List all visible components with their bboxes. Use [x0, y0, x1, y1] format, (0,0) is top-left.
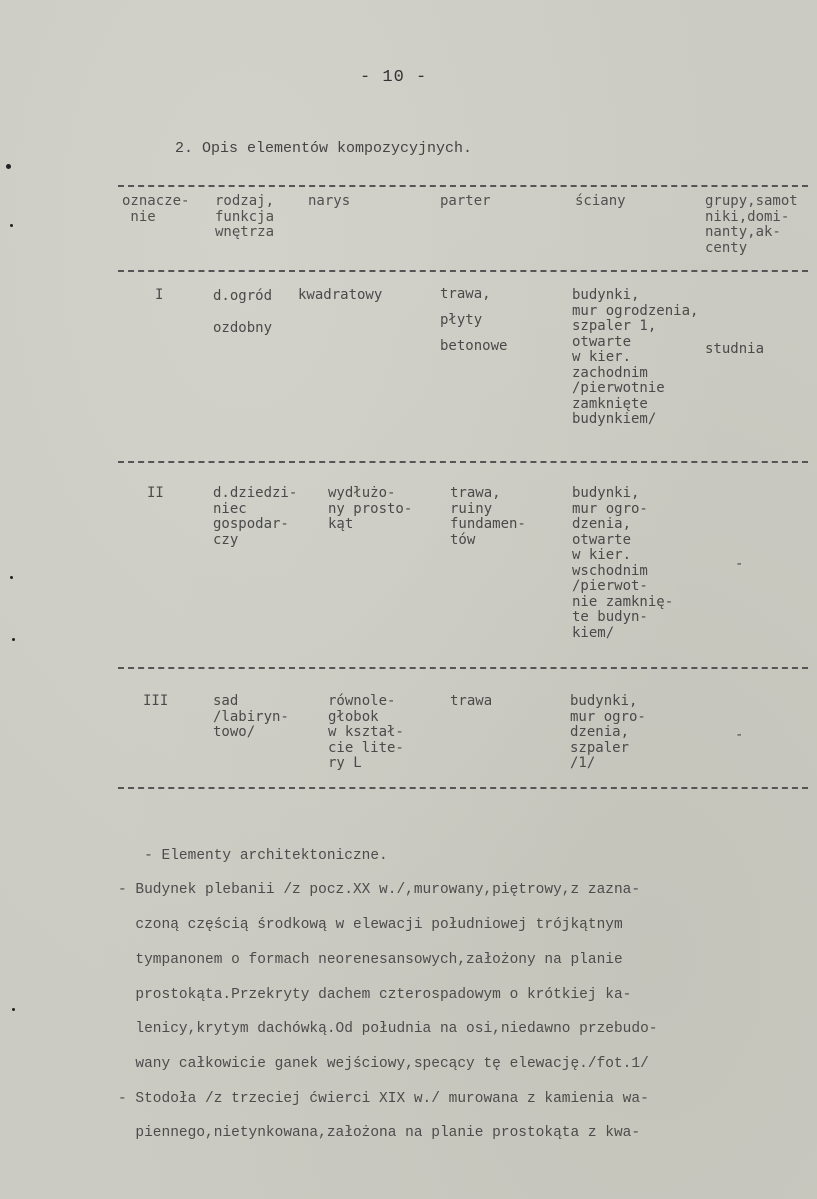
cell-oznaczenie: III: [143, 693, 169, 709]
margin-mark: [12, 638, 15, 641]
table-rule-top: [118, 185, 808, 187]
text-line: tympanonem o formach neorenesansowych,założony na planie: [118, 952, 623, 968]
cell-oznaczenie: II: [147, 485, 164, 501]
section-heading: 2. Opis elementów kompozycyjnych.: [175, 140, 473, 157]
table-rule-row1: [118, 461, 808, 463]
cell-grupy: studnia: [705, 341, 765, 357]
cell-grupy: -: [735, 556, 744, 572]
cell-narys: równole- głobok w kształ- cie lite- ry L: [328, 693, 404, 771]
header-rodzaj: rodzaj, funkcja wnętrza: [215, 193, 275, 240]
cell-parter: trawa, płyty betonowe: [440, 286, 508, 354]
text-line: - Stodoła /z trzeciej ćwierci XIX w./ murowana z kamienia wa-: [118, 1091, 649, 1107]
text-line: piennego,nietynkowana,założona na planie prostokąta z kwa-: [118, 1125, 641, 1141]
text-line: czoną częścią środkową w elewacji południowej trójkątnym: [118, 917, 623, 933]
text-line: - Elementy architektoniczne.: [118, 848, 388, 864]
table-rule-bottom: [118, 787, 808, 789]
table-rule-header: [118, 270, 808, 272]
header-oznaczenie: oznacze- nie: [122, 193, 190, 225]
header-parter: parter: [440, 193, 491, 209]
margin-mark: [10, 576, 13, 579]
table-rule-row2: [118, 667, 808, 669]
text-line: prostokąta.Przekryty dachem czterospadowym o krótkiej ka-: [118, 987, 632, 1003]
margin-mark: [10, 224, 13, 227]
cell-sciany: budynki, mur ogrodzenia, szpaler 1, otwarte w kier. zachodnim /pierwotnie zamknięte budynkiem/: [572, 287, 699, 427]
cell-parter: trawa: [450, 693, 493, 709]
cell-narys: wydłużo- ny prosto- kąt: [328, 485, 413, 532]
page-number: - 10 -: [360, 68, 428, 87]
cell-rodzaj: sad /labiryn- towo/: [213, 693, 289, 740]
cell-rodzaj: d.ogród ozdobny: [213, 288, 273, 336]
margin-mark: [12, 1008, 15, 1011]
cell-oznaczenie: I: [155, 287, 164, 303]
cell-grupy: -: [735, 727, 744, 743]
margin-mark: [6, 164, 11, 169]
cell-sciany: budynki, mur ogro- dzenia, otwarte w kier. wschodnim /pierwot- nie zamknię- te budyn- kiem/: [572, 485, 674, 641]
text-line: wany całkowicie ganek wejściowy,specący tę elewację./fot.1/: [118, 1056, 649, 1072]
cell-rodzaj: d.dziedzi- niec gospodar- czy: [213, 485, 298, 548]
cell-parter: trawa, ruiny fundamen- tów: [450, 485, 526, 548]
header-grupy: grupy,samot niki,domi- nanty,ak- centy: [705, 193, 798, 256]
text-line: - Budynek plebanii /z pocz.XX w./,murowany,piętrowy,z zazna-: [118, 882, 641, 898]
cell-narys: kwadratowy: [298, 287, 383, 303]
header-sciany: ściany: [575, 193, 626, 209]
text-line: lenicy,krytym dachówką.Od południa na osi,niedawno przebudo-: [118, 1021, 658, 1037]
cell-sciany: budynki, mur ogro- dzenia, szpaler /1/: [570, 693, 646, 771]
header-narys: narys: [308, 193, 351, 209]
